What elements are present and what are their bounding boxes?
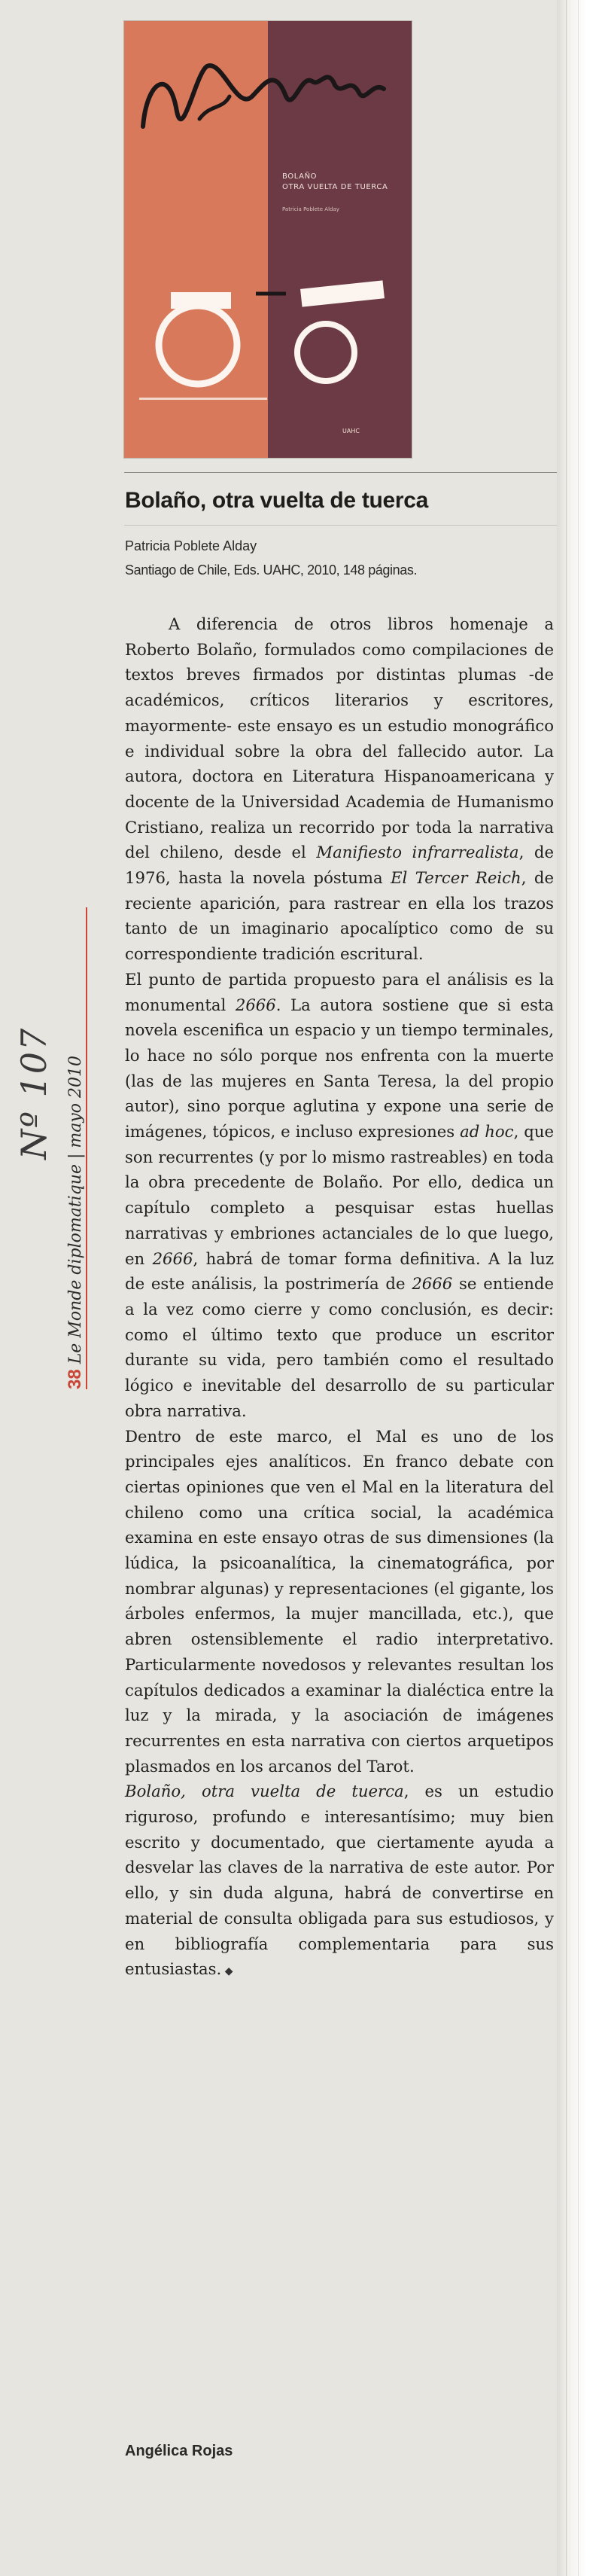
book-author-byline: Patricia Poblete Alday (125, 538, 257, 553)
review-paragraph (125, 611, 554, 967)
page-edge-shadow (557, 0, 602, 2576)
separator: | (66, 1153, 85, 1160)
italic-title: 2666 (235, 995, 276, 1014)
paragraph-text: Dentro de este marco, el Mal es uno de los principales ejes analíticos. En franco debate con ciertas opiniones que ven el Mal en la literatura del chileno como una crítica social, la académica examina en este ensayo otras de sus dimensiones (la lúdica, la psicoanalítica, la cinematográfica, por nombrar algunas) y representaciones (el gigante, los árboles enfermos, la mujer mancillada, etc.), que abren ostensiblemente el radio interpretativo. Particularmente novedosos y relevantes resultan los capítulos dedicados a examinar la dialéctica entre la luz y la mirada, y la asociación de imágenes recurrentes en esta narrativa con ciertos arquetipos plasmados en los arcanos del Tarot. (125, 1426, 554, 1776)
cover-publisher-logo: UAHC (342, 428, 360, 434)
publication-name: Le Monde diplomatique (66, 1164, 85, 1364)
italic-title: Manifiesto infrarrealista (316, 843, 519, 862)
cover-title: BOLAÑO OTRA VUELTA DE TUERCA (282, 172, 388, 191)
book-cover-image (124, 21, 412, 458)
handwritten-issue-note: Nº 107 (14, 1026, 54, 1160)
cover-bar-2 (300, 280, 385, 306)
italic-title: El Tercer Reich (391, 868, 521, 888)
cover-bar-1 (171, 292, 231, 309)
cover-circle-right (297, 324, 354, 381)
paragraph-text: , que son recurrentes (y por lo mismo rastreables) en toda la obra precedente de Bolaño. Por ello, dedica un capítulo completo a pesquisar estas huellas narrativas y embriones actanciales de lo que luego, en (125, 1122, 555, 1268)
paragraph-text: , de 1976, hasta la novela póstuma (125, 843, 555, 888)
paragraph-text: , de reciente aparición, para rastrear en ella los trazos tanto de un imaginario apocalíptico como de su correspondiente tradición escritural. (125, 868, 554, 964)
review-paragraph (125, 967, 554, 1424)
publication-info: Santiago de Chile, Eds. UAHC, 2010, 148 páginas. (125, 562, 418, 578)
margin-info (51, 907, 104, 1389)
scan-artifact-line (566, 0, 567, 2576)
cover-illustration (124, 21, 412, 458)
paragraph-text: . La autora sostiene que si esta novela escenifica un espacio y un tiempo terminales, lo hace no sólo porque nos enfrenta con la muerte (las de las mujeres en Santa Teresa, la del propio autor), sino porque aglutina y expone una serie de imágenes, tópicos, e incluso expresiones (125, 995, 554, 1142)
page-number: 38 (65, 1369, 85, 1389)
paragraph-text: , habrá de tomar forma definitiva. A la luz de este análisis, la postrimería de (125, 1248, 555, 1294)
scan-artifact-line (578, 0, 579, 2576)
scribble-line (143, 66, 384, 127)
paragraph-text: , es un estudio riguroso, profundo e interesantísimo; muy bien escrito y documentado, que ciertamente ayuda a desvelar las claves de la narrativa de este autor. Por ello, y sin duda alguna, habrá de convertirse en material de consulta obligada para sus estudiosos, y en bibliografía complementaria para sus entusiastas. (125, 1782, 555, 1979)
reviewer-signature: Angélica Rojas (125, 2443, 233, 2459)
review-body (125, 611, 554, 1985)
margin-credit (60, 907, 90, 1389)
review-paragraph (125, 1424, 554, 1779)
italic-title: 2666 (412, 1274, 453, 1294)
review-paragraph (125, 1779, 554, 1985)
issue-date: mayo 2010 (66, 1055, 85, 1148)
cover-circle-left (159, 306, 237, 384)
divider-top (124, 472, 557, 473)
italic-title: ad hoc (460, 1122, 514, 1142)
divider-mid (124, 525, 557, 526)
end-of-article-mark: ◆ (221, 1965, 233, 1978)
italic-title: Bolaño, otra vuelta de tuerca (125, 1782, 404, 1801)
paragraph-text: A diferencia de otros libros homenaje a Roberto Bolaño, formulados como compilaciones de textos breves firmados por distintas plumas -de académicos, críticos literarios y escritores, mayormente- este ensayo es un estudio monográfico e individual sobre la obra del fallecido autor. La autora, doctora en Literatura Hispanoamericana y docente de la Universidad Academia de Humanismo Cristiano, realiza un recorrido por toda la narrativa del chileno, desde el (125, 614, 554, 862)
paragraph-text: El punto de partida propuesto para el análisis es la monumental (125, 969, 554, 1014)
paragraph-text: se entiende a la vez como cierre y como conclusión, es decir: como el último texto que produce un escritor durante su vida, pero también como el resultado lógico e inevitable del desarrollo de su particular obra narrativa. (125, 1274, 554, 1420)
review-headline: Bolaño, otra vuelta de tuerca (125, 488, 429, 513)
italic-title: 2666 (152, 1248, 193, 1268)
cover-author: Patricia Poblete Alday (282, 206, 339, 212)
